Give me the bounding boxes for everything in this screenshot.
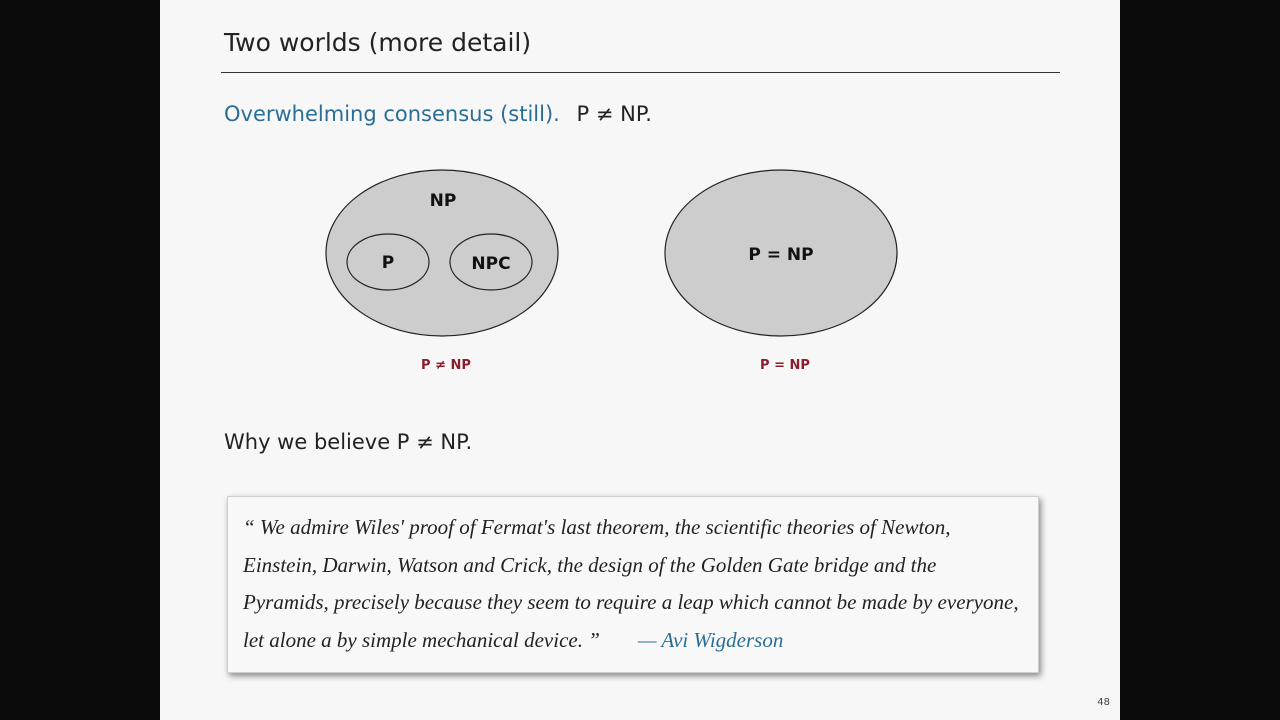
p-label: P bbox=[381, 253, 395, 273]
right-world-caption: P = NP bbox=[760, 358, 810, 373]
two-worlds-diagram bbox=[160, 160, 1120, 390]
consensus-line bbox=[224, 102, 652, 126]
quote-box bbox=[227, 496, 1039, 673]
slide-title: Two worlds (more detail) bbox=[224, 28, 532, 57]
consensus-statement: P ≠ NP. bbox=[576, 102, 652, 126]
quote-text: “ We admire Wiles' proof of Fermat's last theorem, the scientific theories of Newton, Einstein, Darwin, Watson and Crick, the design of the Golden Gate bridge and the Pyramids, precisely because they seem to require a leap which cannot be made by everyone, let alone a by simple mechanical device. ” bbox=[243, 515, 1019, 652]
left-world bbox=[326, 170, 558, 373]
right-world bbox=[665, 170, 897, 373]
quote-block bbox=[243, 509, 1023, 659]
consensus-label: Overwhelming consensus (still). bbox=[224, 102, 560, 126]
why-heading: Why we believe P ≠ NP. bbox=[224, 430, 473, 454]
np-label: NP bbox=[429, 191, 457, 211]
quote-attribution: — Avi Wigderson bbox=[637, 627, 784, 652]
title-divider bbox=[221, 72, 1060, 73]
npc-label: NPC bbox=[471, 254, 511, 274]
p-equals-np-label: P = NP bbox=[748, 245, 814, 265]
left-world-caption: P ≠ NP bbox=[421, 358, 471, 373]
slide-number: 48 bbox=[1097, 697, 1110, 708]
slide bbox=[160, 0, 1120, 720]
